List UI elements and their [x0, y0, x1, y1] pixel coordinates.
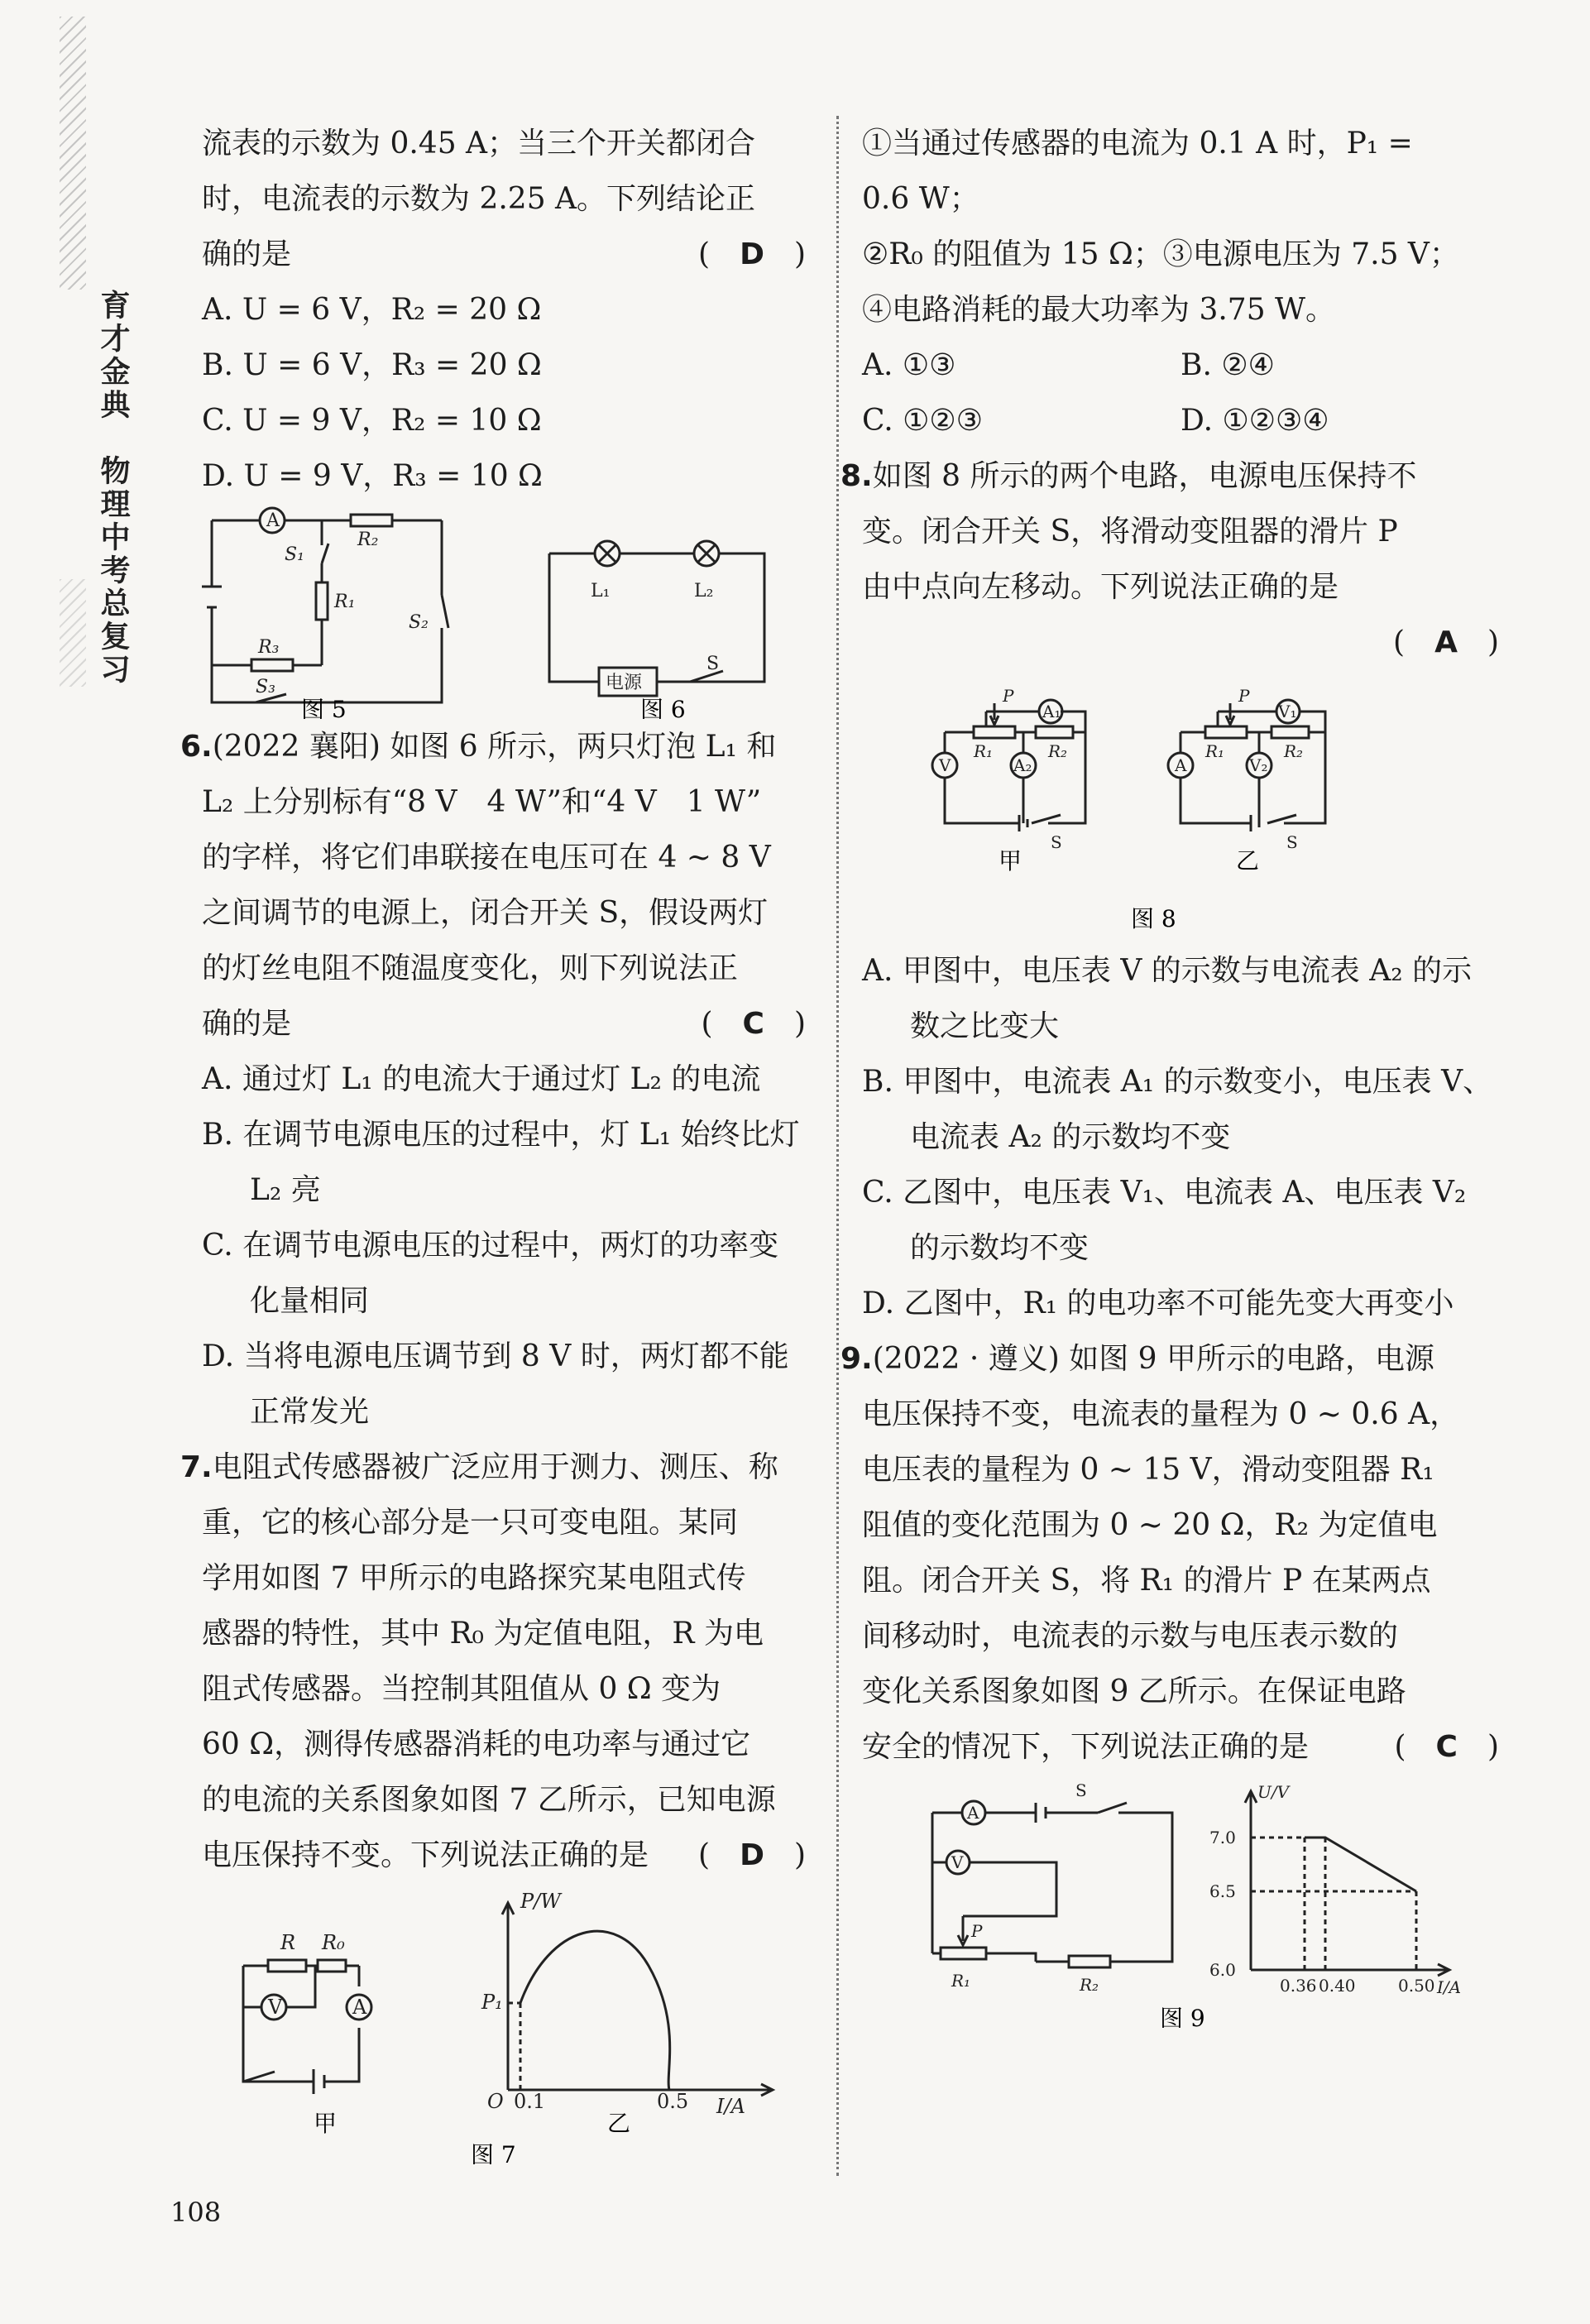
fig9-caption: 图 9 — [1160, 2005, 1205, 2028]
q9-line-2: 电压表的量程为 0 ~ 15 V，滑动变阻器 R₁ — [862, 1453, 1434, 1487]
q5-option-c: C. U = 9 V，R₂ = 10 Ω — [202, 404, 542, 438]
fig9-x-tick-036: 0.36 — [1280, 1976, 1317, 1996]
fig8-sub-a: 甲 — [999, 847, 1022, 874]
fig9-graph-curve — [1305, 1838, 1416, 1891]
fig7-r-label: R — [280, 1931, 296, 1954]
fig6-caption: 图 6 — [640, 696, 686, 719]
figures-5-6 — [202, 504, 806, 719]
fig7-ammeter-label: A — [352, 1996, 367, 2019]
q5-answer: ( D ) — [698, 237, 806, 271]
q9-line-1: 电压保持不变，电流表的量程为 0 ~ 0.6 A， — [862, 1397, 1460, 1431]
q7-option-c: C. ①②③ — [862, 404, 983, 438]
q5-answer-value: D — [740, 237, 764, 271]
fig9-y-axis-label: U/V — [1257, 1782, 1290, 1802]
q9-line — [840, 1331, 1499, 1387]
fig5-s3-label: S₃ — [256, 677, 275, 697]
q6-line-3: 之间调节的电源上，闭合开关 S，假设两灯 — [202, 896, 769, 930]
fig8a-r1-label: R₁ — [974, 741, 994, 761]
side-title — [89, 290, 134, 687]
fig7-sub-a: 甲 — [314, 2110, 338, 2137]
q8-line-2: 由中点向左移动。下列说法正确的是 — [862, 570, 1339, 604]
fig9-slider-label: P — [971, 1921, 983, 1941]
figure-8 — [862, 670, 1499, 943]
q7-number: 7. — [180, 1450, 213, 1484]
q8-number: 8. — [840, 459, 873, 493]
fig9-y-tick-65: 6.5 — [1209, 1881, 1236, 1901]
q7-answer-row — [202, 1828, 806, 1883]
figure-8-svg — [862, 670, 1499, 943]
fig9-voltmeter-label: V — [951, 1852, 964, 1872]
q7-answer-value: D — [740, 1838, 764, 1872]
fig8b-r2-label: R₂ — [1284, 741, 1304, 761]
fig9-y-tick-70: 7.0 — [1209, 1828, 1236, 1847]
q6-answer-row — [202, 996, 806, 1052]
q6-line — [180, 719, 806, 774]
q7-line-7: 电压保持不变。下列说法正确的是 — [202, 1838, 649, 1872]
fig7-r0-label: R₀ — [322, 1931, 345, 1954]
figure-5-6-svg — [202, 504, 806, 719]
side-brand: 育才金典 — [96, 290, 130, 422]
fig8a-r2-label: R₂ — [1048, 741, 1068, 761]
fig9-ammeter-label: A — [967, 1803, 979, 1823]
q6-option-b: B. 在调节电源电压的过程中，灯 L₁ 始终比灯 L₂ 亮 — [202, 1118, 800, 1207]
q8-line — [840, 448, 1499, 504]
q9-line-7: 安全的情况下，下列说法正确的是 — [862, 1730, 1310, 1764]
q7-option-a: A. ①③ — [862, 348, 956, 382]
fig7-caption: 图 7 — [471, 2141, 516, 2164]
q8-option-b: B. 甲图中，电流表 A₁ 的示数变小，电压表 V、电流表 A₂ 的示数均不变 — [862, 1065, 1493, 1154]
q5-stem-line: 流表的示数为 0.45 A；当三个开关都闭合 — [202, 127, 756, 161]
q7-line — [180, 1440, 806, 1495]
fig8a-p-label: P — [1003, 686, 1014, 706]
q8-answer-value: A — [1434, 625, 1458, 659]
fig5-r2-label: R₂ — [357, 529, 379, 550]
fig7-p1-label: P₁ — [481, 1991, 503, 2014]
q7-option-d: D. ①②③④ — [1181, 404, 1329, 438]
q8-line-0: 如图 8 所示的两个电路，电源电压保持不 — [872, 459, 1417, 493]
q7-line-1: 重，它的核心部分是一只可变电阻。某同 — [202, 1506, 739, 1540]
fig7-origin-label: O — [487, 2090, 504, 2113]
q7-statement-2: ②R₀ 的阻值为 15 Ω；③电源电压为 7.5 V； — [862, 237, 1459, 271]
fig8b-v2-label: V₂ — [1249, 755, 1268, 775]
fig8a-a1-label: A₁ — [1042, 702, 1061, 721]
q7-options-row-2 — [862, 393, 1499, 448]
fig7-y-axis-label: P/W — [520, 1891, 561, 1913]
q8-option-a: A. 甲图中，电压表 V 的示数与电流表 A₂ 的示数之比变大 — [862, 954, 1473, 1043]
q6-option-d: D. 当将电源电压调节到 8 V 时，两灯都不能正常发光 — [202, 1339, 789, 1429]
q7-statement-1b: 0.6 W； — [862, 182, 979, 216]
q9-line-0: (2022 · 遵义) 如图 9 甲所示的电路，电源 — [872, 1342, 1435, 1376]
q5-option-a: A. U = 6 V，R₂ = 20 Ω — [202, 293, 542, 327]
q8-option-c: C. 乙图中，电压表 V₁、电流表 A、电压表 V₂ 的示数均不变 — [862, 1176, 1467, 1265]
right-column — [840, 116, 1499, 2028]
fig9-x-tick-050: 0.50 — [1398, 1976, 1435, 1996]
page-number: 108 — [170, 2197, 222, 2228]
q8-answer-row — [862, 615, 1499, 670]
fig8-caption: 图 8 — [1131, 905, 1176, 932]
fig8a-a2-label: A₂ — [1013, 755, 1032, 775]
q7-line-6: 的电流的关系图象如图 7 乙所示，已知电源 — [202, 1783, 776, 1817]
q9-line-6: 变化关系图象如图 9 乙所示。在保证电路 — [862, 1675, 1406, 1708]
fig5-r3-label: R₃ — [258, 637, 280, 658]
q6-line-1: L₂ 上分别标有“8 V 4 W”和“4 V 1 W” — [202, 785, 762, 819]
fig6-source-label: 电源 — [606, 673, 643, 693]
q5-stem-line: 时，电流表的示数为 2.25 A。下列结论正 — [202, 182, 756, 216]
q9-answer-row — [862, 1719, 1499, 1775]
q9-answer: ( C ) — [1394, 1730, 1499, 1764]
q6-answer-value: C — [742, 1007, 764, 1041]
q8-line-1: 变。闭合开关 S，将滑动变阻器的滑片 P — [862, 515, 1398, 549]
fig9-r2-label: R₂ — [1080, 1975, 1099, 1995]
q6-answer: ( C ) — [701, 1007, 806, 1041]
q7-line-5: 60 Ω，测得传感器消耗的电功率与通过它 — [202, 1727, 751, 1761]
figure-9-svg — [862, 1780, 1499, 2028]
fig6-l1-label: L₁ — [591, 581, 611, 601]
q7-answer: ( D ) — [698, 1838, 806, 1872]
fig8b-v1-label: V₁ — [1278, 702, 1297, 721]
fig6-switch-label: S — [706, 654, 720, 674]
fig9-x-axis-label: I/A — [1437, 1977, 1462, 1997]
decorative-hatch — [60, 17, 86, 290]
q5-option-d: D. U = 9 V，R₃ = 10 Ω — [202, 459, 543, 493]
q6-line-0: (2022 襄阳) 如图 6 所示，两只灯泡 L₁ 和 — [212, 730, 777, 764]
fig9-y-tick-60: 6.0 — [1209, 1960, 1236, 1980]
fig5-caption: 图 5 — [301, 696, 347, 719]
q9-number: 9. — [840, 1342, 873, 1376]
q6-line-5: 确的是 — [202, 1007, 292, 1041]
side-subject: 物理中考总复习 — [96, 455, 130, 687]
q7-line-3: 感器的特性，其中 R₀ 为定值电阻，R 为电 — [202, 1617, 764, 1651]
q7-line-0: 电阻式传感器被广泛应用于测力、测压、称 — [212, 1450, 778, 1484]
q7-statement-1: ①当通过传感器的电流为 0.1 A 时，P₁ = — [862, 127, 1413, 161]
fig6-l2-label: L₂ — [694, 581, 714, 601]
q5-stem-answer-row — [202, 227, 806, 282]
q7-statement-4: ④电路消耗的最大功率为 3.75 W。 — [862, 293, 1336, 327]
fig9-r1-label: R₁ — [951, 1971, 971, 1991]
q9-line-4: 阻。闭合开关 S，将 R₁ 的滑片 P 在某两点 — [862, 1564, 1431, 1598]
q6-line-4: 的灯丝电阻不随温度变化，则下列说法正 — [202, 951, 739, 985]
fig8a-v-label: V — [939, 755, 951, 775]
q8-option-d: D. 乙图中，R₁ 的电功率不可能先变大再变小 — [862, 1287, 1454, 1320]
fig8b-p-label: P — [1238, 686, 1250, 706]
q7-options-row-1 — [862, 338, 1499, 393]
q6-line-2: 的字样，将它们串联接在电压可在 4 ~ 8 V — [202, 841, 771, 874]
fig7-x-tick-1: 0.1 — [514, 2090, 546, 2113]
fig7-x-tick-2: 0.5 — [657, 2090, 689, 2113]
figure-7 — [202, 1891, 806, 2164]
q5-stem-line: 确的是 — [202, 237, 292, 271]
figure-7-svg — [202, 1891, 806, 2164]
fig5-s1-label: S₁ — [285, 544, 304, 565]
fig8b-a-label: A — [1175, 755, 1187, 775]
q7-option-b: B. ②④ — [1181, 348, 1275, 382]
figure-9 — [862, 1780, 1499, 2028]
fig8a-s-label: S — [1051, 832, 1062, 852]
fig9-x-tick-040: 0.40 — [1319, 1976, 1356, 1996]
left-column — [180, 116, 806, 2164]
fig5-ammeter-label: A — [266, 510, 280, 531]
decorative-hatch-lower — [60, 579, 86, 687]
fig7-voltmeter-label: V — [268, 1996, 283, 2019]
q9-line-5: 间移动时，电流表的示数与电压表示数的 — [862, 1619, 1399, 1653]
q6-option-c: C. 在调节电源电压的过程中，两灯的功率变化量相同 — [202, 1229, 779, 1318]
q6-option-a: A. 通过灯 L₁ 的电流大于通过灯 L₂ 的电流 — [202, 1062, 761, 1096]
fig8-sub-b: 乙 — [1236, 847, 1260, 874]
fig7-sub-b: 乙 — [607, 2110, 631, 2137]
q9-answer-value: C — [1435, 1730, 1458, 1764]
fig9-switch-label: S — [1075, 1780, 1087, 1800]
q8-answer: ( A ) — [1393, 625, 1499, 659]
q9-line-3: 阻值的变化范围为 0 ~ 20 Ω，R₂ 为定值电 — [862, 1508, 1438, 1542]
q5-option-b: B. U = 6 V，R₃ = 20 Ω — [202, 348, 542, 382]
fig5-s2-label: S₂ — [409, 612, 429, 633]
column-divider — [836, 116, 839, 2176]
fig8b-s-label: S — [1286, 832, 1298, 852]
fig7-x-axis-label: I/A — [716, 2095, 745, 2118]
q7-line-4: 阻式传感器。当控制其阻值从 0 Ω 变为 — [202, 1672, 721, 1706]
fig5-r1-label: R₁ — [334, 592, 356, 612]
q6-number: 6. — [180, 730, 213, 764]
q7-line-2: 学用如图 7 甲所示的电路探究某电阻式传 — [202, 1561, 746, 1595]
fig8b-r1-label: R₁ — [1205, 741, 1225, 761]
